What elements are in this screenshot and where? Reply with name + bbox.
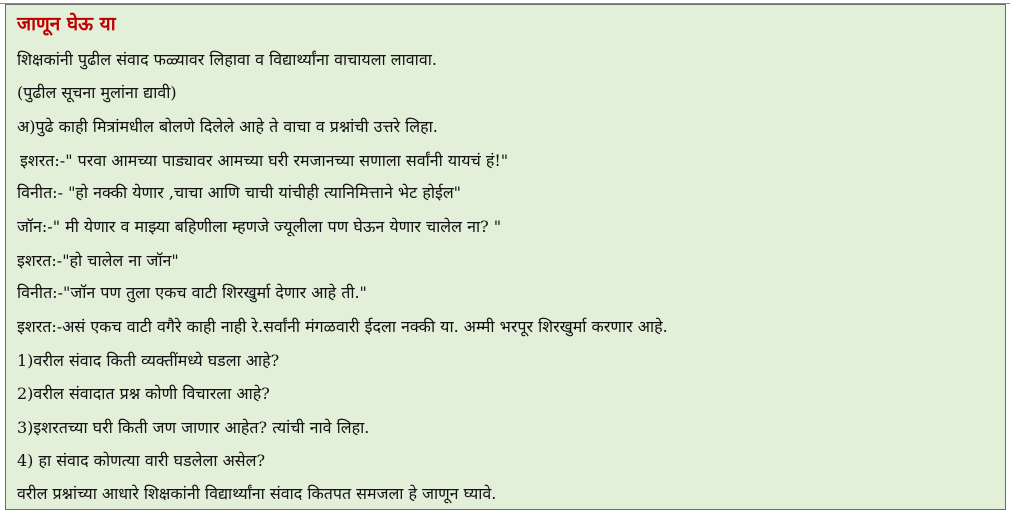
- dialogue-line-ishrat-3: इशरत:-असं एकच वाटी वगैरे काही नाही रे.सर्वांनी मंगळवारी ईदला नक्की या. अम्मी भरपूर शिरखुर्मा करणार आहे.: [17, 317, 668, 336]
- dialogue-line-ishrat-1: इशरत:-" परवा आमच्या पाड्यावर आमच्या घरी रमजानच्या सणाला सर्वांनी यायचं हं!": [20, 151, 509, 170]
- teacher-instruction: शिक्षकांनी पुढील संवाद फळ्यावर लिहावा व विद्यार्थ्यांना वाचायला लावावा.: [17, 50, 437, 69]
- question-3: 3)इशरतच्या घरी किती जण जाणार आहेत? त्यांची नावे लिहा.: [17, 418, 370, 437]
- dialogue-line-vinit-1: विनीत:- "हो नक्की येणार ,चाचा आणि चाची यांचीही त्यानिमित्ताने भेट होईल": [17, 183, 462, 202]
- closing-note: वरील प्रश्नांच्या आधारे शिक्षकांनी विद्यार्थ्यांना संवाद कितपत समजला हे जाणून घ्यावे.: [17, 484, 497, 503]
- question-1: 1)वरील संवाद किती व्यक्तींमध्ये घडला आहे?: [17, 351, 280, 370]
- lesson-box: [5, 4, 1006, 510]
- question-4: 4) हा संवाद कोणत्या वारी घडलेला असेल?: [17, 451, 266, 470]
- student-instruction-note: (पुढील सूचना मुलांना द्यावी): [17, 83, 177, 102]
- dialogue-line-vinit-2: विनीत:-"जॉन पण तुला एकच वाटी शिरखुर्मा देणार आहे ती.": [17, 283, 367, 302]
- dialogue-line-john: जॉन:-" मी येणार व माझ्या बहिणीला म्हणजे ज्यूलीला पण घेऊन येणार चालेल ना? ": [17, 217, 502, 236]
- question-2: 2)वरील संवादात प्रश्न कोणी विचारला आहे?: [17, 384, 270, 403]
- section-heading: जाणून घेऊ या: [17, 13, 116, 35]
- dialogue-line-ishrat-2: इशरत:-"हो चालेल ना जॉन": [17, 251, 179, 270]
- task-instruction: अ)पुढे काही मित्रांमधील बोलणे दिलेले आहे ते वाचा व प्रश्नांची उत्तरे लिहा.: [17, 117, 438, 136]
